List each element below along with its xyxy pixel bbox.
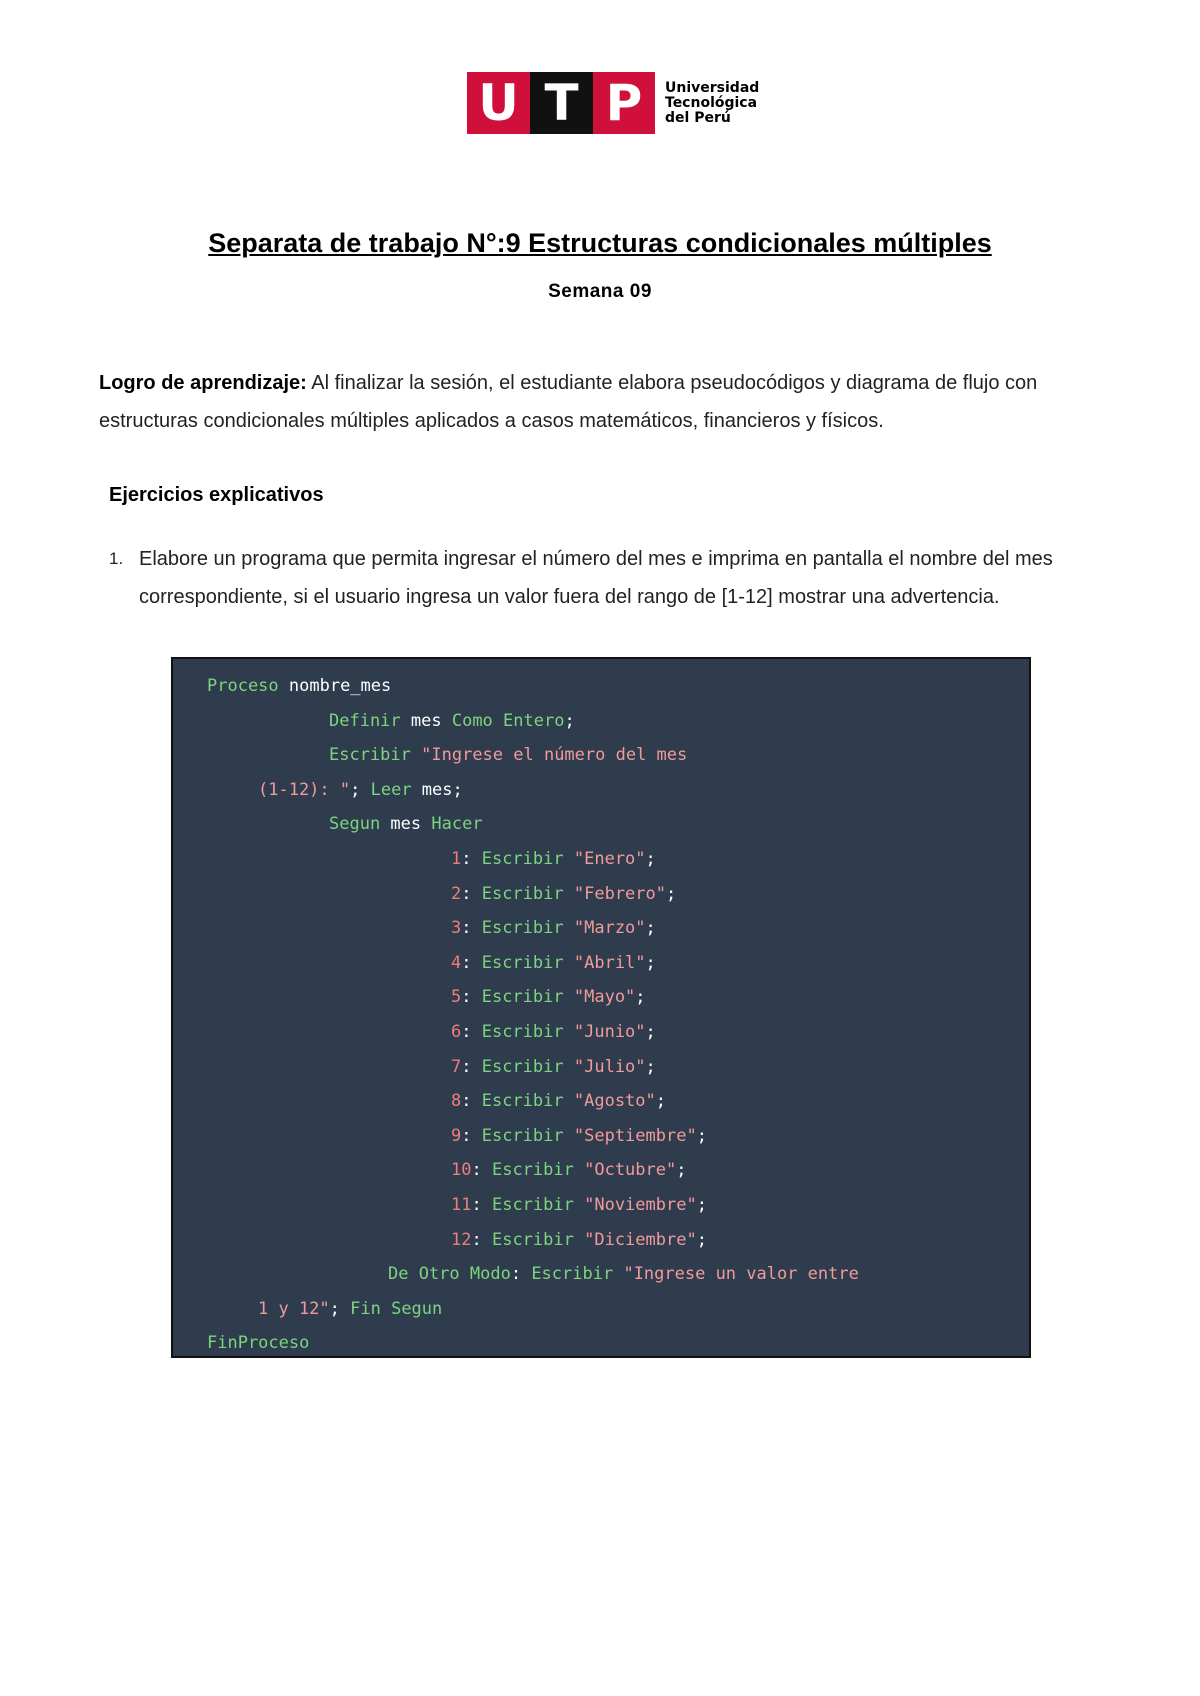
utp-logo <box>467 72 759 134</box>
code-line <box>451 1223 707 1257</box>
code-token <box>564 953 574 973</box>
code-token: "Mayo" <box>573 987 636 1008</box>
page-title: Separata de trabajo N°:9 Estructuras condicionales múltiples <box>208 228 992 258</box>
code-token: ; <box>696 1195 707 1215</box>
code-token: 3 <box>451 918 462 939</box>
code-token: Escribir <box>481 1022 564 1042</box>
code-token: ; <box>676 1160 687 1181</box>
code-token <box>564 1091 574 1111</box>
code-token: ; <box>329 1298 351 1319</box>
code-token: Proceso <box>207 676 279 696</box>
code-line <box>451 946 656 980</box>
code-token: 7 <box>451 1056 462 1077</box>
code-line <box>451 1050 656 1084</box>
code-token: : <box>510 1264 532 1285</box>
code-token: Escribir <box>481 883 564 904</box>
code-token: ; <box>635 987 646 1008</box>
code-token: : <box>461 849 482 869</box>
exercise-number: 1. <box>109 549 124 568</box>
code-token: "Septiembre" <box>573 1125 697 1146</box>
code-token: : <box>471 1229 492 1250</box>
code-token: Escribir <box>491 1195 574 1215</box>
code-token: Escribir <box>329 745 411 766</box>
code-token <box>564 1022 574 1042</box>
code-line <box>451 1015 656 1049</box>
code-line <box>451 1084 666 1118</box>
code-token: Fin Segun <box>350 1298 443 1319</box>
code-token: 12 <box>451 1229 472 1250</box>
code-block <box>171 657 1031 1358</box>
code-token <box>564 849 574 869</box>
code-token: ; <box>696 1229 707 1250</box>
learning-outcome-label: Logro de aprendizaje: <box>99 372 307 394</box>
code-line <box>451 980 646 1014</box>
code-token: "Diciembre" <box>584 1229 697 1250</box>
code-token <box>564 987 574 1007</box>
code-token: "Ingrese un valor entre <box>623 1264 859 1285</box>
code-token: Como <box>451 710 493 731</box>
code-token: ; <box>696 1125 707 1146</box>
exercise-text: Elabore un programa que permita ingresar el número del mes e imprima en pantalla el nombre del mes correspondiente, si el usuario ingresa un valor fuera del rango de [1-12] mostrar una advertencia. <box>139 548 1053 608</box>
code-token: : <box>471 1160 492 1181</box>
code-token: nombre_mes <box>278 676 392 696</box>
learning-outcome-text: Al finalizar la sesión, el estudiante elabora pseudocódigos y diagrama de flujo con estructuras condicionales múltiples aplicados a casos matemáticos, financieros y físicos. <box>99 372 1038 432</box>
code-token: ; <box>645 849 656 869</box>
code-line <box>207 1326 309 1360</box>
code-token: 10 <box>451 1160 472 1181</box>
code-token: (1-12): " <box>258 779 351 800</box>
code-token: ; <box>645 1056 656 1077</box>
code-token <box>493 711 503 731</box>
code-token: 1 <box>451 849 462 869</box>
code-token: 1 y 12" <box>258 1298 330 1319</box>
code-line <box>451 877 676 911</box>
code-token: De Otro Modo <box>388 1264 511 1285</box>
logo-text <box>665 81 759 126</box>
code-token: Hacer <box>431 814 483 835</box>
code-token: ; <box>645 1022 656 1042</box>
code-token: mes <box>400 710 452 731</box>
code-token: "Marzo" <box>573 918 646 939</box>
code-token: Segun <box>329 814 381 835</box>
code-token: : <box>461 987 482 1008</box>
code-token: 8 <box>451 1091 462 1112</box>
code-line <box>388 1257 859 1291</box>
code-token: Escribir <box>481 849 564 869</box>
code-line <box>258 1292 442 1326</box>
code-token <box>411 745 421 765</box>
code-token <box>564 1057 574 1077</box>
code-token: "Junio" <box>573 1022 646 1042</box>
code-line <box>329 738 687 772</box>
code-token: mes <box>380 814 432 835</box>
code-token: : <box>461 918 482 939</box>
code-token: 6 <box>451 1022 462 1042</box>
code-token: ; <box>655 1091 667 1112</box>
logo-letter-t: T <box>530 72 593 134</box>
page-subtitle: Semana 09 <box>548 281 652 302</box>
code-token: Leer <box>370 779 412 800</box>
code-token: Escribir <box>491 1160 574 1181</box>
code-token: "Noviembre" <box>584 1195 697 1215</box>
code-token <box>564 1126 574 1146</box>
code-token: 9 <box>451 1125 462 1146</box>
logo-letter-p: P <box>593 72 655 134</box>
code-token: 5 <box>451 987 462 1008</box>
code-token: FinProceso <box>207 1333 310 1354</box>
code-token: ; <box>666 883 677 904</box>
code-token: Escribir <box>481 1125 564 1146</box>
code-token: mes; <box>411 779 463 800</box>
code-token: "Ingrese el número del mes <box>421 745 688 766</box>
code-token: Escribir <box>531 1264 614 1285</box>
code-token: "Octubre" <box>584 1160 677 1181</box>
code-token: Definir <box>329 710 401 731</box>
code-token: ; <box>645 918 656 939</box>
code-token <box>574 1230 584 1250</box>
code-token: 11 <box>451 1195 472 1215</box>
code-line <box>329 807 483 841</box>
code-token: Escribir <box>481 1091 564 1112</box>
logo-text-line: Universidad <box>665 79 760 96</box>
learning-outcome <box>99 364 1109 440</box>
code-token: "Julio" <box>573 1056 646 1077</box>
code-token <box>574 1160 584 1180</box>
code-line <box>451 911 656 945</box>
logo-text-line: Tecnológica <box>665 94 758 111</box>
section-title: Ejercicios explicativos <box>109 484 324 506</box>
code-token: Escribir <box>481 987 564 1008</box>
utp-logo-mark <box>467 72 655 134</box>
code-token: "Febrero" <box>573 883 666 904</box>
code-token: "Abril" <box>573 952 646 973</box>
code-line <box>451 1188 707 1222</box>
code-token <box>613 1264 623 1284</box>
code-token: ; <box>350 779 371 800</box>
code-token: ; <box>645 952 656 973</box>
code-token: 2 <box>451 883 462 904</box>
code-line <box>258 773 463 807</box>
code-token: ; <box>564 710 575 731</box>
code-token: Entero <box>503 710 565 731</box>
code-line <box>207 669 391 703</box>
code-token <box>574 1195 584 1215</box>
code-token: : <box>461 883 482 904</box>
code-line <box>329 704 575 738</box>
code-token: : <box>461 952 482 973</box>
code-token: : <box>461 1022 482 1042</box>
code-line <box>451 1153 686 1187</box>
code-token: Escribir <box>481 952 564 973</box>
code-token: : <box>461 1091 482 1112</box>
code-token: "Agosto" <box>573 1091 656 1112</box>
code-token: Escribir <box>481 918 564 939</box>
code-line <box>451 842 656 876</box>
code-token: : <box>461 1056 482 1077</box>
code-token <box>564 884 574 904</box>
code-token: 4 <box>451 952 462 973</box>
code-token: Escribir <box>481 1056 564 1077</box>
code-token: Escribir <box>491 1229 574 1250</box>
code-token: "Enero" <box>573 849 646 869</box>
exercise-item <box>109 540 1109 616</box>
code-token: : <box>461 1125 482 1146</box>
logo-letter-u: U <box>467 72 530 134</box>
logo-text-line: del Perú <box>665 109 731 126</box>
code-line <box>451 1119 707 1153</box>
code-token: : <box>471 1195 492 1215</box>
code-token <box>564 918 574 938</box>
